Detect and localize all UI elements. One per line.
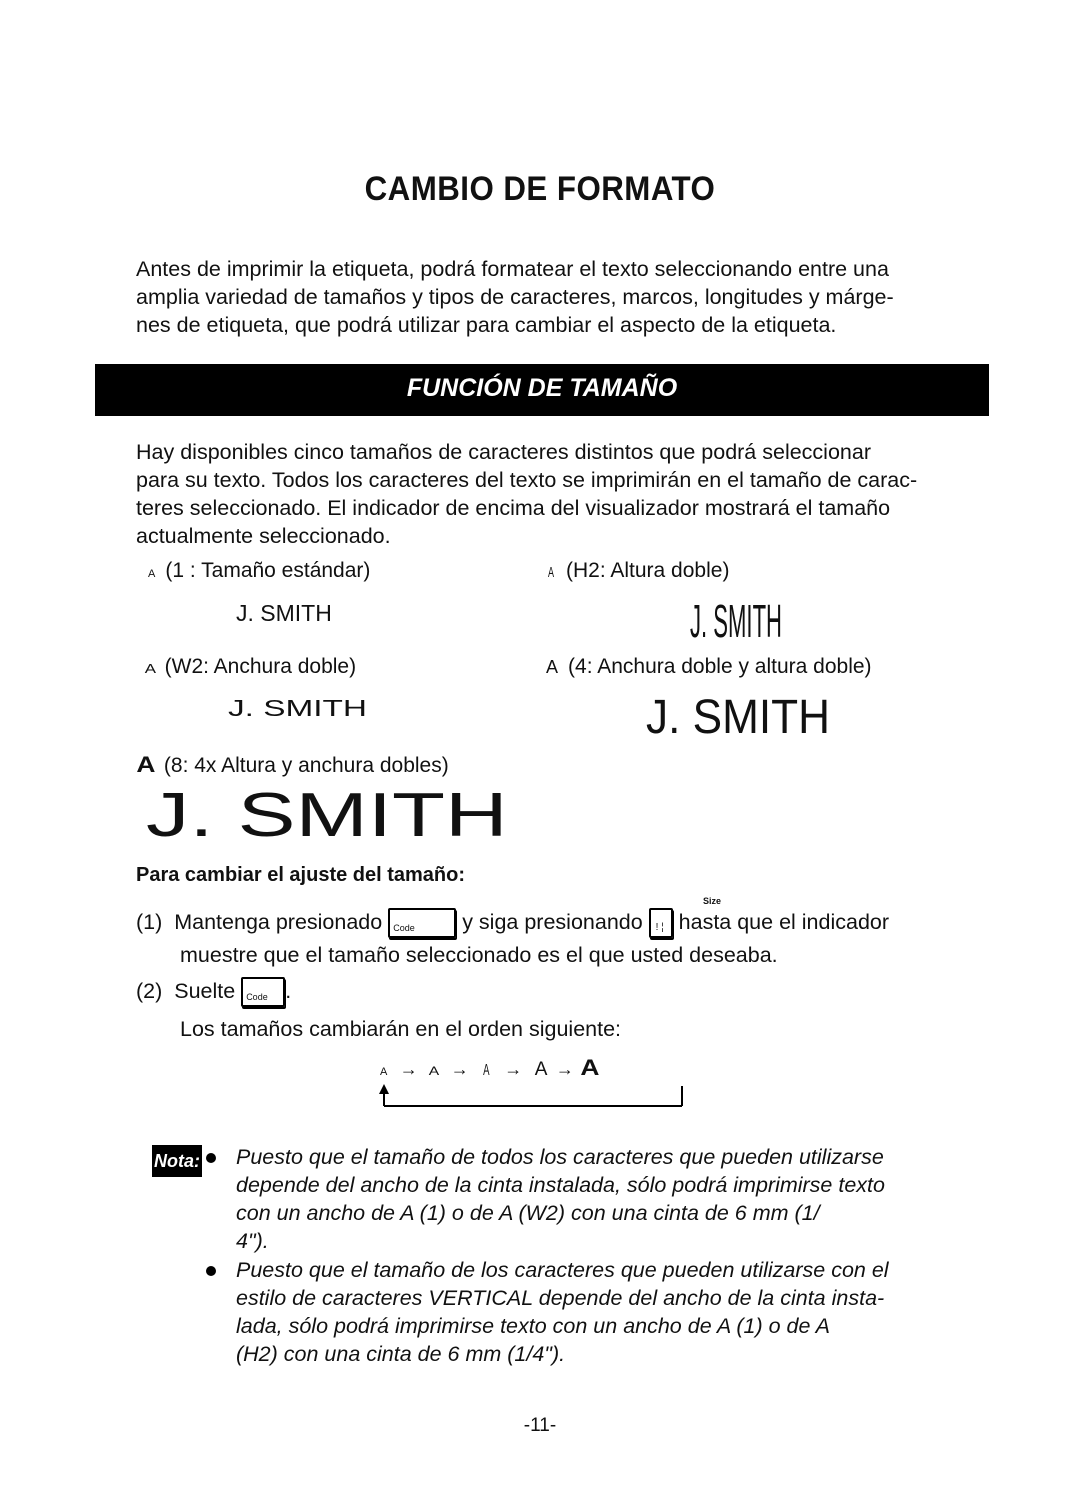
size-label-h2 <box>546 558 729 586</box>
note-line: Puesto que el tamaño de los caracteres que pueden utilizarse con el <box>236 1258 889 1282</box>
note-badge: Nota: <box>152 1145 202 1177</box>
code-key-icon <box>241 977 285 1007</box>
step-text: hasta que el indicador <box>678 910 890 934</box>
sample-4: J. SMITH <box>646 691 830 744</box>
sample-standard: J. SMITH <box>236 600 332 626</box>
sample-w2: J. SMITH <box>228 695 367 721</box>
step-text: Mantenga presionado <box>174 910 383 934</box>
step-text: y siga presionando <box>462 910 643 934</box>
note-item-2 <box>236 1256 956 1368</box>
page-title: CAMBIO DE FORMATO <box>364 170 716 208</box>
section-banner-title: FUNCIÓN DE TAMAÑO <box>406 374 678 402</box>
loop-back-arrow-icon <box>376 1082 696 1112</box>
section-banner <box>95 364 989 416</box>
intro-line: amplia variedad de tamaños y tipos de caracteres, marcos, longitudes y márge- <box>136 285 894 309</box>
arrow-right-icon: → <box>399 1059 418 1079</box>
note-line: (H2) con una cinta de 6 mm (1/4"). <box>236 1342 566 1366</box>
intro-line: Antes de imprimir la etiqueta, podrá formatear el texto seleccionando entre una <box>136 257 889 281</box>
size-label-text: (H2: Altura doble) <box>566 559 730 582</box>
step-number: (2) <box>136 979 163 1003</box>
step-text: . <box>285 979 292 1003</box>
page-number: -11- <box>523 1415 557 1436</box>
size-8-icon: A <box>136 752 156 777</box>
step-text: Suelte <box>174 979 236 1003</box>
note-line: estilo de caracteres VERTICAL depende del ancho de la cinta insta- <box>236 1286 885 1310</box>
size-standard-icon: A <box>148 568 156 580</box>
bullet-icon <box>206 1266 216 1276</box>
seq-standard-icon: A <box>380 1066 388 1078</box>
section-intro-line: actualmente seleccionado. <box>136 524 391 548</box>
size-h2-icon: A <box>548 564 555 581</box>
size-label-text: (W2: Anchura doble) <box>164 655 357 678</box>
order-text: Los tamaños cambiarán en el orden siguiente: <box>180 1017 622 1041</box>
note-line: 4"). <box>236 1229 269 1253</box>
size-w2-icon: A <box>144 661 156 676</box>
note-item-1 <box>236 1143 956 1255</box>
sample-h2: J. SMITH <box>690 595 783 647</box>
size-key-glyph: ! ¦ <box>655 922 664 934</box>
section-intro-line: para su texto. Todos los caracteres del texto se imprimirán en el tamaño de carac- <box>136 468 918 492</box>
size-label-8 <box>138 752 449 779</box>
size-4-icon: A <box>546 657 559 677</box>
step-2 <box>136 974 291 1008</box>
note-line: depende del ancho de la cinta instalada, sólo podrá imprimirse texto <box>236 1173 885 1197</box>
size-label-text: (8: 4x Altura y anchura dobles) <box>163 754 449 777</box>
code-key-label: Code <box>393 923 415 934</box>
intro-paragraph <box>136 255 946 339</box>
note-line: Puesto que el tamaño de todos los caracteres que pueden utilizarse <box>236 1145 884 1169</box>
sample-8: J. SMITH <box>146 781 508 850</box>
size-label-text: (4: Anchura doble y altura doble) <box>568 655 872 678</box>
section-intro-line: teres seleccionado. El indicador de encima del visualizador mostrará el tamaño <box>136 496 891 520</box>
note-line: lada, sólo podrá imprimirse texto con un ancho de A (1) o de A <box>236 1314 830 1338</box>
size-label-text: (1 : Tamaño estándar) <box>165 559 371 582</box>
size-key-label: Size <box>703 896 722 906</box>
size-label-standard <box>148 558 370 587</box>
size-label-4 <box>546 654 872 680</box>
step-1-line2: muestre que el tamaño seleccionado es el que usted deseaba. <box>180 943 778 967</box>
note-line: con un ancho de A (1) o de A (W2) con una cinta de 6 mm (1/ <box>236 1201 820 1225</box>
howto-heading: Para cambiar el ajuste del tamaño: <box>136 864 466 886</box>
seq-h2-icon: A <box>483 1062 490 1079</box>
step-number: (1) <box>136 910 163 934</box>
code-key-label: Code <box>246 992 268 1003</box>
arrow-right-icon: → <box>555 1059 574 1079</box>
arrow-right-icon: → <box>450 1059 469 1079</box>
arrow-right-icon: → <box>504 1059 523 1079</box>
seq-4-icon: A <box>534 1059 548 1080</box>
size-label-w2 <box>146 654 356 682</box>
seq-8-icon: A <box>580 1055 600 1080</box>
bullet-icon <box>206 1153 216 1163</box>
intro-line: nes de etiqueta, que podrá utilizar para cambiar el aspecto de la etiqueta. <box>136 313 837 337</box>
step-1 <box>136 905 889 939</box>
size-key-icon <box>649 908 673 938</box>
size-sequence <box>380 1055 598 1081</box>
seq-w2-icon: A <box>429 1064 440 1078</box>
section-intro-line: Hay disponibles cinco tamaños de caracteres distintos que podrá seleccionar <box>136 440 871 464</box>
section-intro-paragraph <box>136 438 946 550</box>
code-key-icon <box>388 908 456 938</box>
